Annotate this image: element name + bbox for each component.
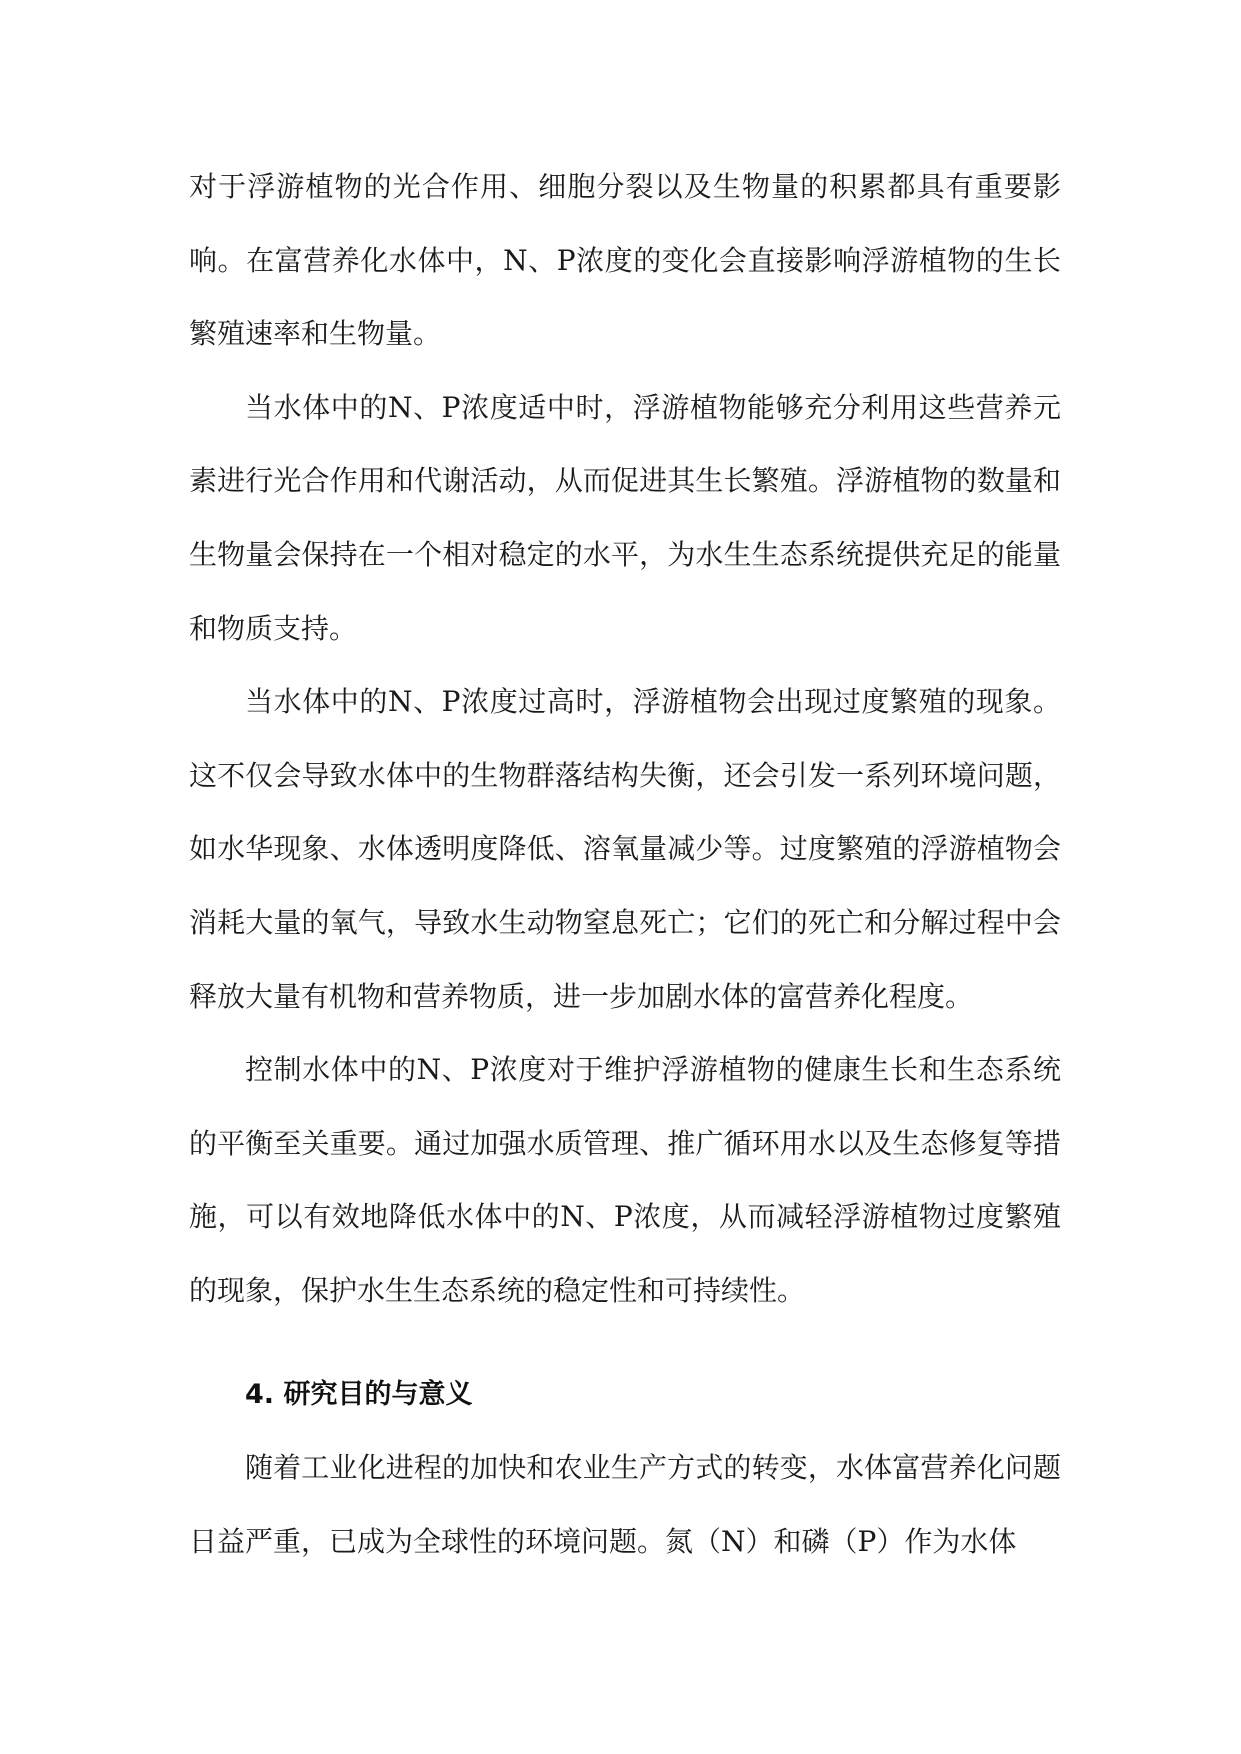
paragraph-moderate-np: 当水体中的N、P浓度适中时，浮游植物能够充分利用这些营养元素进行光合作用和代谢活动，从而促进其生长繁殖。浮游植物的数量和生物量会保持在一个相对稳定的水平，为水生生态系统提供充足的能量和物质支持。	[189, 390, 1061, 645]
section-heading: 4. 研究目的与意义	[245, 1378, 473, 1410]
paragraph-research-purpose: 随着工业化进程的加快和农业生产方式的转变，水体富营养化问题日益严重，已成为全球性的环境问题。氮（N）和磷（P）作为水体	[189, 1451, 1061, 1558]
document-body	[189, 150, 1061, 1578]
paragraph-continuation: 对于浮游植物的光合作用、细胞分裂以及生物量的积累都具有重要影响。在富营养化水体中，N、P浓度的变化会直接影响浮游植物的生长繁殖速率和生物量。	[189, 170, 1061, 351]
paragraph-high-np: 当水体中的N、P浓度过高时，浮游植物会出现过度繁殖的现象。这不仅会导致水体中的生物群落结构失衡，还会引发一系列环境问题，如水华现象、水体透明度降低、溶氧量减少等。过度繁殖的浮游植物会消耗大量的氧气，导致水生动物窒息死亡；它们的死亡和分解过程中会释放大量有机物和营养物质，进一步加剧水体的富营养化程度。	[189, 685, 1061, 1013]
paragraph-control-np: 控制水体中的N、P浓度对于维护浮游植物的健康生长和生态系统的平衡至关重要。通过加强水质管理、推广循环用水以及生态修复等措施，可以有效地降低水体中的N、P浓度，从而减轻浮游植物过度繁殖的现象，保护水生生态系统的稳定性和可持续性。	[189, 1053, 1061, 1307]
